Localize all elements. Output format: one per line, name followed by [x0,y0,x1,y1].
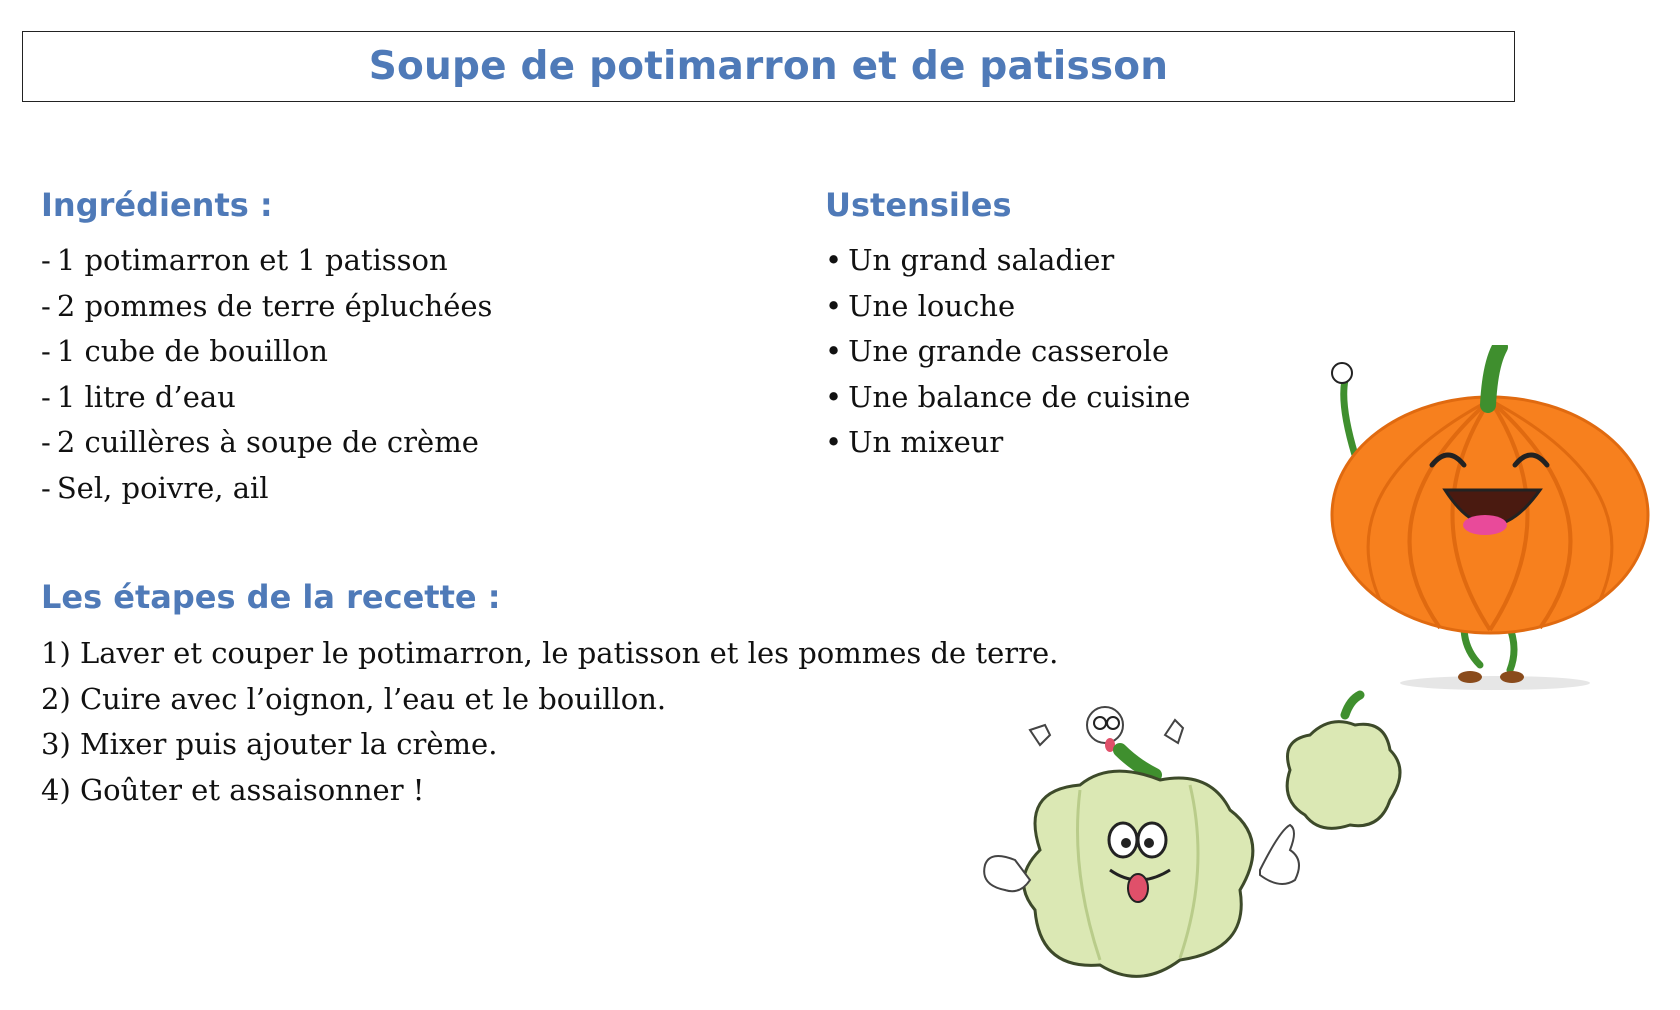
bullet-marker: • [825,243,843,277]
list-item: - Sel, poivre, ail [41,466,492,512]
list-item: 2) Cuire avec l’oignon, l’eau et le bouillon. [41,681,667,716]
list-item: - 2 pommes de terre épluchées [41,284,492,330]
list-item: • Un grand saladier [825,238,1190,284]
ingredients-list [41,238,492,511]
ustensiles-heading: Ustensiles [825,186,1012,224]
bullet-marker: • [825,425,843,459]
steps-list [41,631,1058,813]
list-item: - 1 litre d’eau [41,375,492,421]
list-item: - 1 cube de bouillon [41,329,492,375]
list-item: 4) Goûter et assaisonner ! [41,772,425,807]
list-item: - 1 potimarron et 1 patisson [41,238,492,284]
dash-marker: - [41,243,51,277]
bullet-marker: • [825,334,843,368]
steps-heading: Les étapes de la recette : [41,578,501,616]
pumpkin-cartoon-icon [1320,345,1660,690]
list-item: • Une louche [825,284,1190,330]
dash-marker: - [41,470,51,505]
list-item: 3) Mixer puis ajouter la crème. [41,727,498,761]
dash-marker: - [41,425,51,459]
list-item: • Une grande casserole [825,329,1190,375]
dash-marker: - [41,288,51,323]
list-item: 1) Laver et couper le potimarron, le patisson et les pommes de terre. [41,636,1059,670]
title-box [22,31,1515,102]
list-item: - 2 cuillères à soupe de crème [41,420,492,466]
bullet-marker: • [825,379,843,414]
list-item: • Une balance de cuisine [825,375,1190,421]
dash-marker: - [41,334,51,368]
ingredients-heading: Ingrédients : [41,186,273,224]
page-title: Soupe de potimarron et de patisson [368,44,1169,89]
bullet-marker: • [825,288,843,323]
list-item: • Un mixeur [825,420,1190,466]
pattypan-squash-cartoon-icon [960,690,1430,1010]
dash-marker: - [41,379,51,414]
ustensiles-list [825,238,1190,466]
